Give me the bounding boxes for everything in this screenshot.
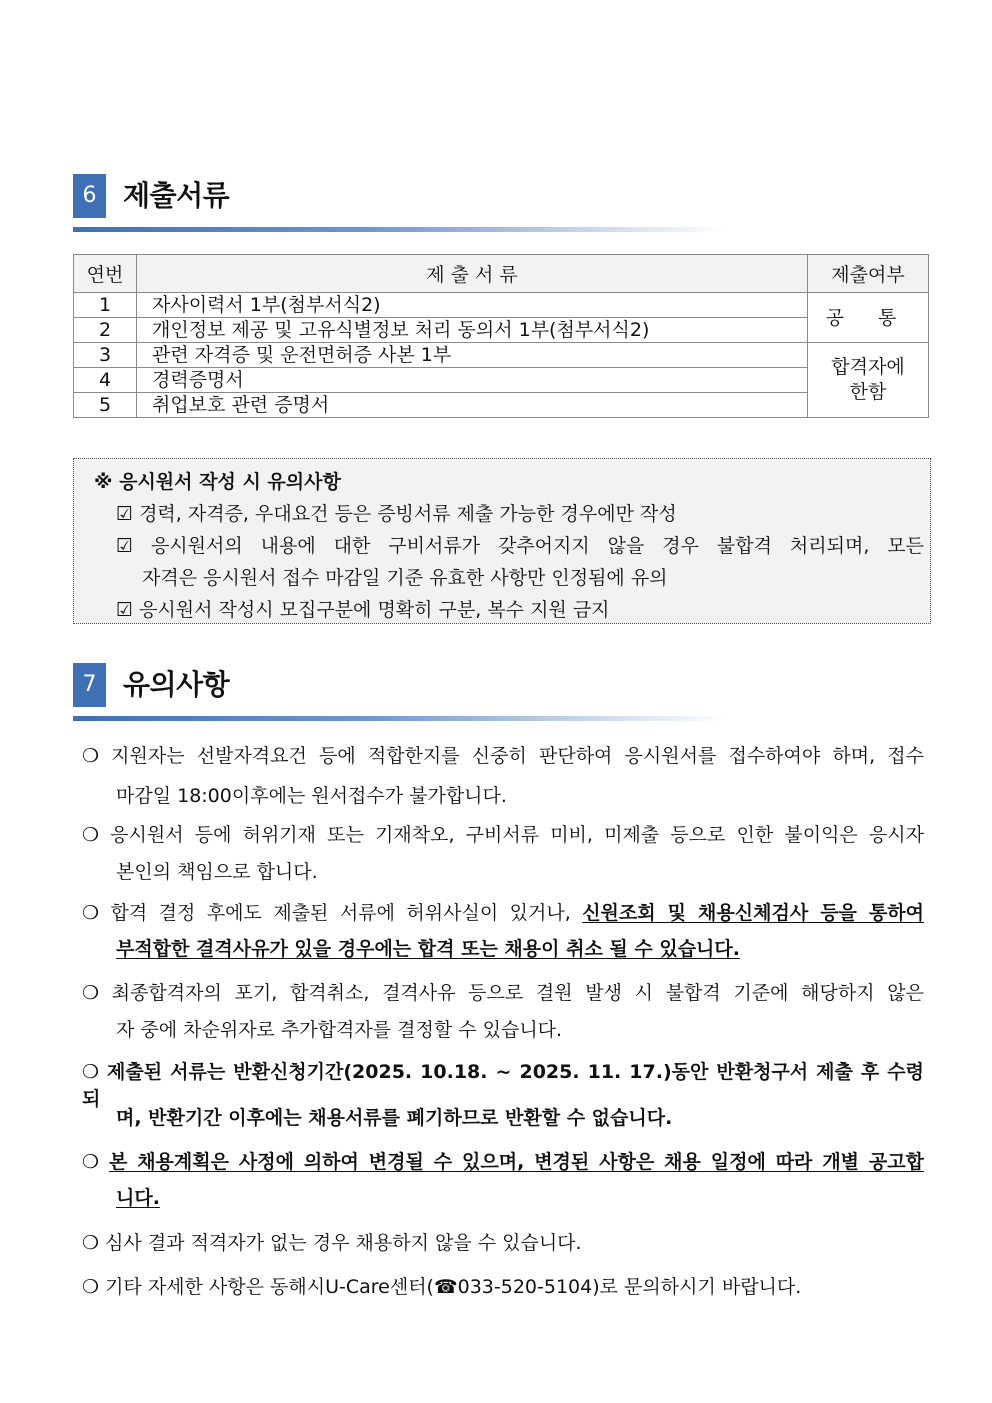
table-row (74, 368, 929, 393)
row-no: 4 (74, 368, 137, 393)
section-title: 제출서류 (123, 179, 230, 212)
row-no: 2 (74, 318, 137, 343)
bullet-line: 며, 반환기간 이후에는 채용서류를 폐기하므로 반환할 수 없습니다. (116, 1107, 673, 1129)
notice-item: ☑ 응시원서의 내용에 대한 구비서류가 갖추어지지 않을 경우 불합격 처리되며, 모든 (116, 535, 924, 557)
bullet-line: ❍ 제출된 서류는 반환신청기간(2025. 10.18. ~ 2025. 11. 17.)동안 반환청구서 제출 후 수령되 (82, 1061, 924, 1110)
group-passed-line1: 합격자에 (831, 356, 905, 378)
application-notice-box (73, 458, 931, 624)
table-header-row (74, 255, 929, 293)
row-doc: 개인정보 제공 및 고유식별정보 처리 동의서 1부(첨부서식2) (137, 318, 808, 343)
row-no: 3 (74, 343, 137, 368)
bullet-emphasis: 본 채용계획은 사정에 의하여 변경될 수 있으며, 변경된 사항은 채용 일정에 따라 개별 공고합 (108, 1151, 924, 1173)
section-title: 유의사항 (123, 668, 230, 701)
bullet-emphasis: 신원조회 및 채용신체검사 등을 통하여 (582, 902, 925, 924)
bullet-line (82, 898, 924, 925)
bullet-line: ❍ 심사 결과 적격자가 없는 경우 채용하지 않을 수 있습니다. (82, 1232, 582, 1254)
section-underline (73, 716, 728, 721)
bullet-text: ❍ (82, 1151, 109, 1173)
table-row (74, 343, 929, 368)
bullet-line: ❍ 지원자는 선발자격요건 등에 적합한지를 신중히 판단하여 응시원서를 접수하여야 하며, 접수 (82, 745, 924, 767)
header-doc: 제 출 서 류 (137, 255, 808, 293)
table-row (74, 318, 929, 343)
bullet-text: ❍ 합격 결정 후에도 제출된 서류에 허위사실이 있거나, (82, 902, 583, 924)
notice-item-continued: 자격은 응시원서 접수 마감일 기준 유효한 사항만 인정됨에 유의 (142, 567, 668, 589)
bullet-line: 마감일 18:00이후에는 원서접수가 불가합니다. (116, 785, 507, 807)
bullet-line (82, 1147, 924, 1174)
row-doc: 경력증명서 (137, 368, 808, 393)
table-row (74, 393, 929, 418)
bullet-line: 본인의 책임으로 합니다. (116, 861, 318, 883)
section-number: 7 (73, 663, 106, 707)
row-no: 5 (74, 393, 137, 418)
header-no: 연번 (74, 255, 137, 293)
notice-title: ※ 응시원서 작성 시 유의사항 (94, 471, 341, 493)
notice-item: ☑ 경력, 자격증, 우대요건 등은 증빙서류 제출 가능한 경우에만 작성 (116, 503, 677, 525)
documents-table (73, 254, 929, 418)
bullet-line: ❍ 최종합격자의 포기, 합격취소, 결격사유 등으로 결원 발생 시 불합격 기준에 해당하지 않은 (82, 982, 924, 1004)
group-passed-only (808, 343, 929, 418)
bullet-line: ❍ 기타 자세한 사항은 동해시U-Care센터(☎033-520-5104)로 문의하시기 바랍니다. (82, 1276, 802, 1298)
section-underline (73, 227, 728, 232)
group-common: 공 통 (808, 293, 929, 343)
table-row (74, 293, 929, 318)
bullet-line: ❍ 응시원서 등에 허위기재 또는 기재착오, 구비서류 미비, 미제출 등으로 인한 불이익은 응시자 (82, 824, 924, 846)
bullet-emphasis-line: 부적합한 결격사유가 있을 경우에는 합격 또는 채용이 취소 될 수 있습니다. (116, 938, 740, 960)
row-doc: 취업보호 관련 증명서 (137, 393, 808, 418)
notice-item: ☑ 응시원서 작성시 모집구분에 명확히 구분, 복수 지원 금지 (116, 599, 610, 621)
row-no: 1 (74, 293, 137, 318)
bullet-emphasis-line: 니다. (116, 1187, 160, 1209)
row-doc: 자사이력서 1부(첨부서식2) (137, 293, 808, 318)
bullet-line: 자 중에 차순위자로 추가합격자를 결정할 수 있습니다. (116, 1019, 563, 1041)
header-status: 제출여부 (808, 255, 929, 293)
group-passed-line2: 한함 (849, 381, 887, 403)
row-doc: 관련 자격증 및 운전면허증 사본 1부 (137, 343, 808, 368)
section-number: 6 (73, 174, 106, 218)
